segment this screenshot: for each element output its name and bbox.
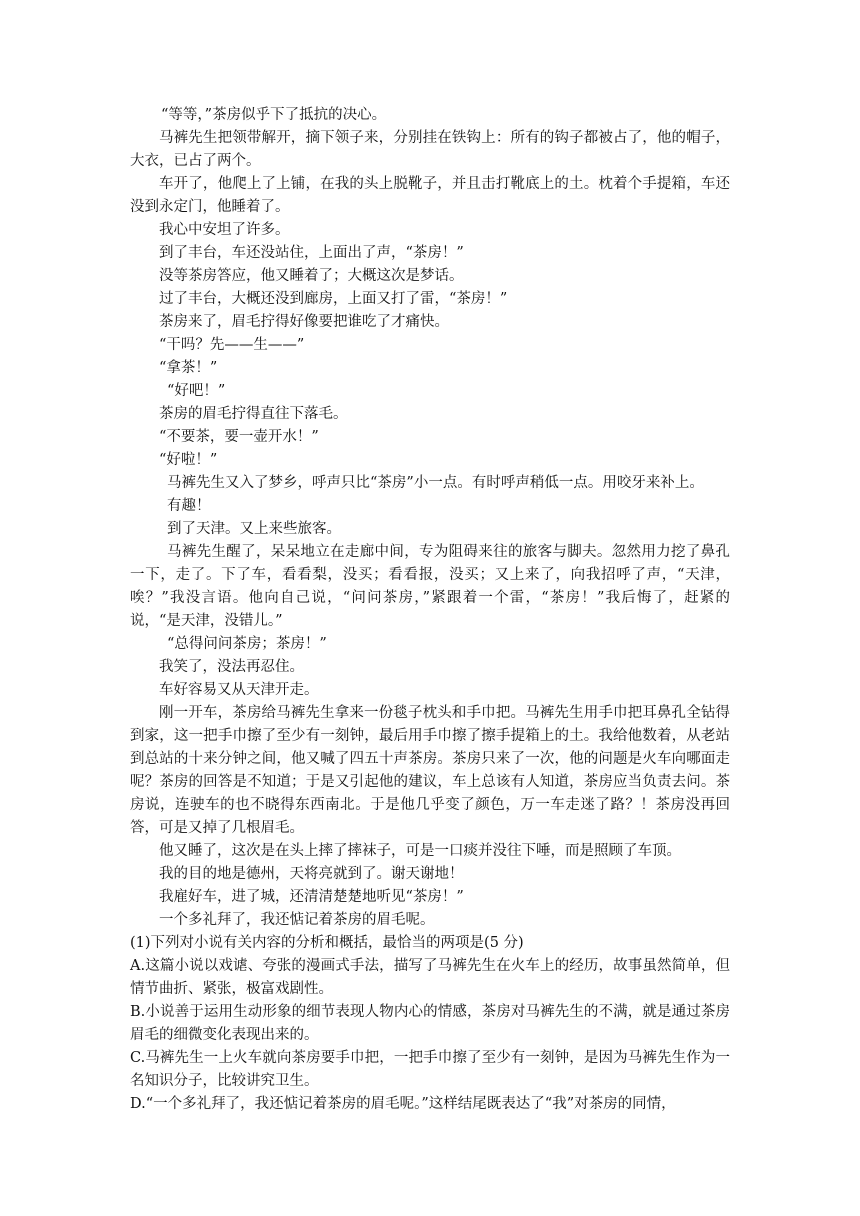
paragraph: 马裤先生把领带解开，摘下领子来，分别挂在铁钩上：所有的钩子都被占了，他的帽子，大衣，已占了两个。 (130, 130, 730, 169)
paragraph: 我心中安坦了许多。 (159, 222, 290, 238)
paragraph: 过了丰台，大概还没到廊房，上面又打了雷，“茶房！” (159, 291, 508, 307)
paragraph: 到了天津。又上来些旅客。 (167, 521, 341, 537)
answer-option-c: C.马裤先生一上火车就向茶房要手巾把，一把手巾擦了至少有一刻钟，是因为马裤先生作为一名知识分子，比较讲究卫生。 (130, 1050, 730, 1089)
dialogue-line: “总得问问茶房；茶房！” (167, 636, 327, 652)
paragraph: 马裤先生醒了，呆呆地立在走廊中间，专为阻碍来往的旅客与脚夫。忽然用力挖了鼻孔一下，走了。下了车，看看梨，没买；看看报，没买；又上来了，向我招呼了声，“天津，唉？”我没言语。他向自己说，“问问茶房，”紧跟着一个雷，“茶房！”我后悔了，赶紧的说，“是天津，没错儿。” (130, 544, 730, 629)
answer-option-b: B.小说善于运用生动形象的细节表现人物内心的情感，茶房对马裤先生的不满，就是通过茶房眉毛的细微变化表现出来的。 (130, 1004, 730, 1043)
dialogue-line: “干吗？先——生——” (159, 337, 305, 353)
paragraph: 我的目的地是德州，天将亮就到了。谢天谢地！ (159, 866, 464, 882)
paragraph: 没等茶房答应，他又睡着了；大概这次是梦话。 (159, 268, 464, 284)
document-body (130, 104, 730, 1116)
paragraph: 他又睡了，这次是在头上摔了摔袜子，可是一口痰并没往下唾，而是照顾了车顶。 (159, 843, 681, 859)
paragraph: 车开了，他爬上了上铺，在我的头上脱靴子，并且击打靴底上的土。枕着个手提箱，车还没到永定门，他睡着了。 (130, 176, 730, 215)
paragraph: 马裤先生又入了梦乡，呼声只比“茶房”小一点。有时呼声稍低一点。用咬牙来补上。 (167, 475, 704, 491)
paragraph: 到了丰台，车还没站住，上面出了声，“茶房！” (159, 245, 464, 261)
answer-option-d: D.“一个多礼拜了，我还惦记着茶房的眉毛呢。”这样结尾既表达了“我”对茶房的同情， (130, 1096, 676, 1112)
paragraph: 刚一开车，茶房给马裤先生拿来一份毯子枕头和手巾把。马裤先生用手巾把耳鼻孔全钻得到家，这一把手巾擦了至少有一刻钟，最后用手巾擦了擦手提箱上的土。我给他数着，从老站到总站的十来分钟之间，他又喊了四五十声茶房。茶房只来了一次，他的问题是火车向哪面走呢？茶房的回答是不知道；于是又引起他的建议，车上总该有人知道，茶房应当负责去问。茶房说，连驶车的也不晓得东西南北。于是他几乎变了颜色，万一车走迷了路？！茶房没再回答，可是又掉了几根眉毛。 (130, 705, 730, 836)
paragraph: 车好容易又从天津开走。 (159, 682, 319, 698)
dialogue-line: “拿茶！” (159, 360, 218, 376)
question-stem: (1)下列对小说有关内容的分析和概括，最恰当的两项是(5 分) (130, 935, 524, 951)
paragraph: 我雇好车，进了城，还清清楚楚地听见“茶房！” (159, 889, 464, 905)
dialogue-line: “好啦！” (159, 452, 218, 468)
paragraph: 茶房来了，眉毛拧得好像要把谁吃了才痛快。 (159, 314, 449, 330)
answer-option-a: A.这篇小说以戏谑、夸张的漫画式手法，描写了马裤先生在火车上的经历，故事虽然简单，但情节曲折、紧张，极富戏剧性。 (130, 958, 730, 997)
paragraph: “等等，”茶房似乎下了抵抗的决心。 (161, 107, 387, 123)
dialogue-line: “好吧！” (167, 383, 226, 399)
paragraph: 我笑了，没法再忍住。 (159, 659, 304, 675)
paragraph: 一个多礼拜了，我还惦记着茶房的眉毛呢。 (159, 912, 435, 928)
paragraph: 茶房的眉毛拧得直往下落毛。 (159, 406, 348, 422)
paragraph: 有趣！ (167, 498, 211, 514)
dialogue-line: “不要茶，要一壶开水！” (159, 429, 319, 445)
